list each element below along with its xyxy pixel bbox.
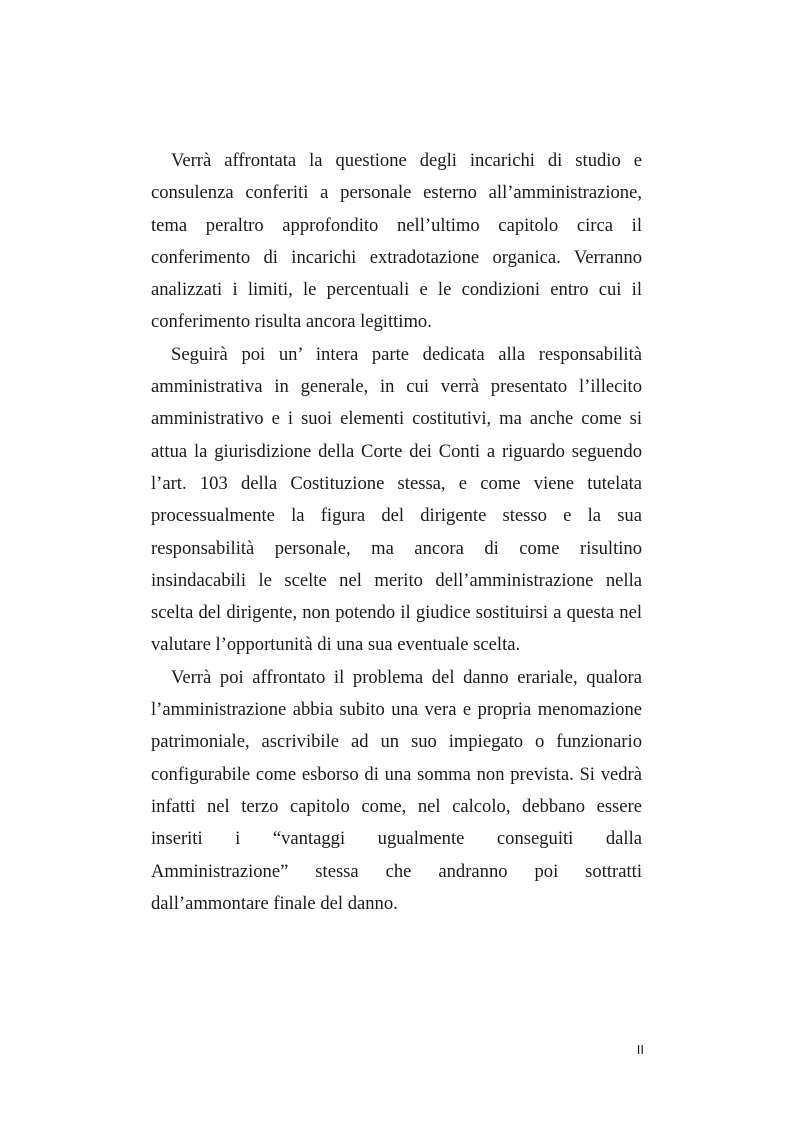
paragraph-2-line-2: amministrativa in generale, in cui verrà presentato l’illecito	[151, 376, 642, 398]
paragraph-1-line-6: conferimento risulta ancora legittimo.	[151, 311, 432, 333]
paragraph-3-line-6: inseriti i “vantaggi ugualmente conseguiti dalla	[151, 828, 642, 850]
paragraph-3-line-8: dall’ammontare finale del danno.	[151, 892, 398, 914]
paragraph-2-line-7: responsabilità personale, ma ancora di come risultino	[151, 537, 642, 559]
body-text	[151, 145, 642, 920]
paragraph-1-line-5: analizzati i limiti, le percentuali e le condizioni entro cui il	[151, 279, 642, 301]
paragraph-1-line-3: tema peraltro approfondito nell’ultimo capitolo circa il	[151, 214, 642, 236]
page-number: II	[636, 1042, 644, 1057]
paragraph-2-line-1: Seguirà poi un’ intera parte dedicata alla responsabilità	[171, 343, 642, 365]
paragraph-3-line-7: Amministrazione” stessa che andranno poi sottratti	[151, 860, 642, 882]
paragraph-3-line-4: configurabile come esborso di una somma non prevista. Si vedrà	[151, 763, 642, 785]
paragraph-2-line-5: l’art. 103 della Costituzione stessa, e come viene tutelata	[151, 472, 642, 494]
paragraph-3-line-2: l’amministrazione abbia subito una vera e propria menomazione	[151, 699, 642, 721]
paragraph-1-line-1: Verrà affrontata la questione degli incarichi di studio e	[171, 150, 642, 171]
paragraph-3-line-1: Verrà poi affrontato il problema del danno erariale, qualora	[171, 666, 642, 688]
paragraph-2-line-6: processualmente la figura del dirigente stesso e la sua	[151, 505, 642, 527]
paragraph-2-line-10: valutare l’opportunità di una sua eventuale scelta.	[151, 634, 521, 656]
paragraph-3-line-3: patrimoniale, ascrivibile ad un suo impiegato o funzionario	[151, 731, 642, 753]
paragraph-2-line-9: scelta del dirigente, non potendo il giudice sostituirsi a questa nel	[151, 602, 642, 624]
paragraph-3-line-5: infatti nel terzo capitolo come, nel calcolo, debbano essere	[151, 795, 642, 817]
paragraph-1-line-2: consulenza conferiti a personale esterno all’amministrazione,	[151, 182, 642, 204]
paragraph-1-line-4: conferimento di incarichi extradotazione organica. Verranno	[151, 246, 642, 268]
paragraph-2-line-3: amministrativo e i suoi elementi costitutivi, ma anche come si	[151, 408, 642, 430]
paragraph-2-line-4: attua la giurisdizione della Corte dei Conti a riguardo seguendo	[151, 440, 642, 462]
paragraph-2-line-8: insindacabili le scelte nel merito dell’amministrazione nella	[151, 569, 642, 591]
